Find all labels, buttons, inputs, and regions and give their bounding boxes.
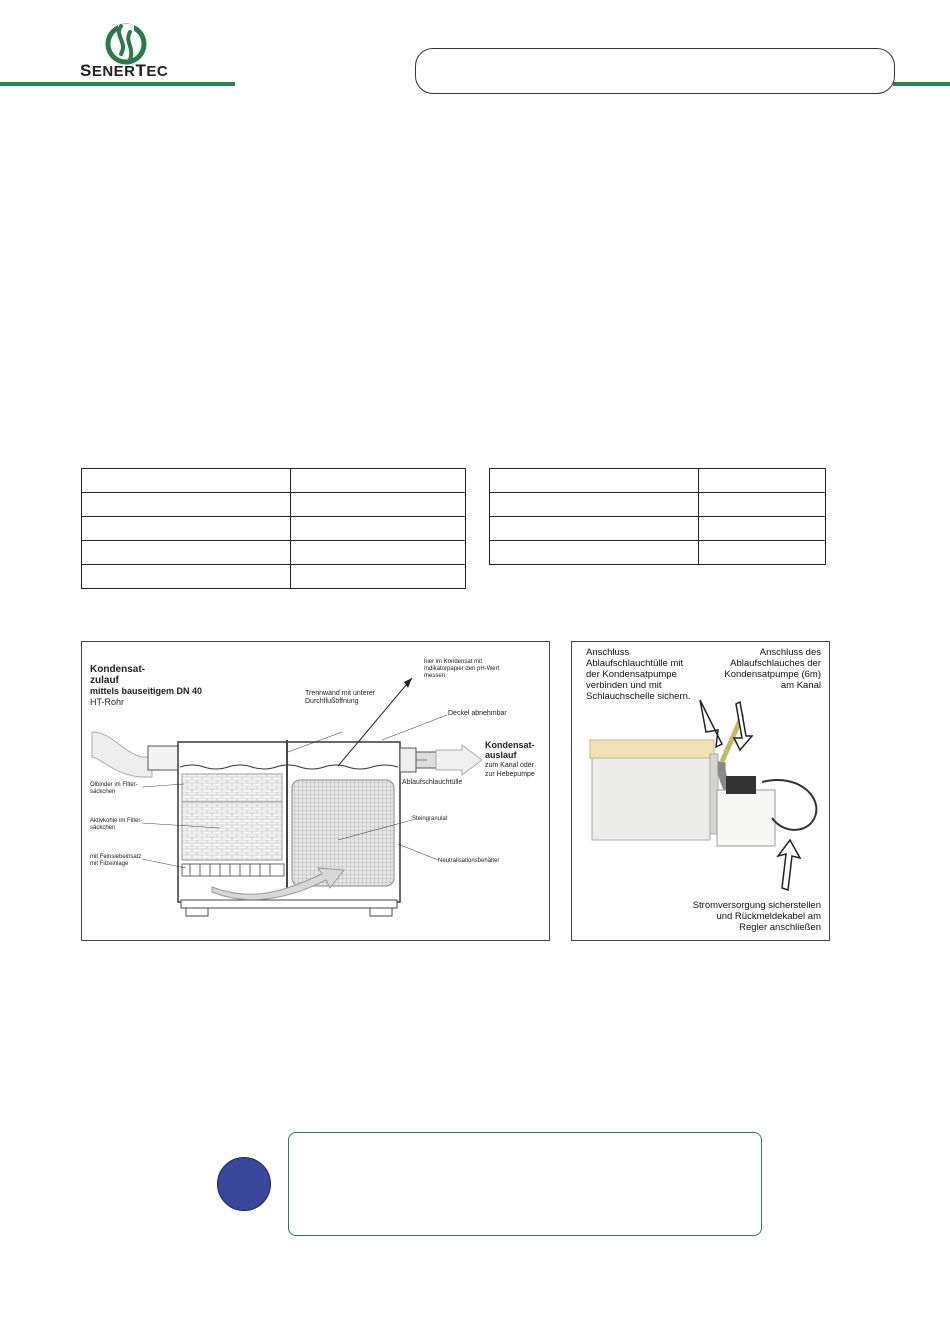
spec-table-right [489, 468, 826, 565]
photo-bottom-label-3: Regler anschließen [739, 922, 821, 933]
inlet-sub: mittels bauseitigem DN 40 [90, 686, 203, 696]
info-icon [217, 1157, 271, 1211]
table-row [490, 541, 826, 565]
carbon-label-1: Aktivkohle im Filter- [90, 818, 143, 824]
ph-note-3: messen [424, 673, 446, 679]
outlet-sub-1: zum Kanal oder [485, 762, 535, 769]
container-label: Neutralisationsbehälter [438, 858, 500, 864]
table-row [82, 493, 466, 517]
carbon-label-2: säckchen [90, 825, 116, 831]
sieve-label-1: mit Feinsiebeinsatz [90, 854, 142, 860]
granulate-label: Steingranulat [412, 816, 448, 822]
outlet-label-2: auslauf [485, 750, 517, 760]
senertec-logo-icon [104, 22, 148, 66]
photo-right-label-2: Ablaufschlauches der [730, 658, 821, 669]
table-row [82, 541, 466, 565]
photo-left-label-3: der Kondensatpumpe [586, 669, 677, 680]
ph-note-1: hier im Kondensat mit [424, 659, 483, 665]
spec-table-left [81, 468, 466, 589]
table-row [82, 565, 466, 589]
pump-installation-photo [571, 641, 830, 941]
brand-name: SENERTEC [80, 61, 169, 80]
table-row [490, 493, 826, 517]
photo-left-label-4: verbinden und mit [586, 680, 662, 691]
inlet-sub-2: HT-Rohr [90, 697, 125, 707]
photo-right-label-4: am Kanal [780, 680, 821, 691]
oil-binder-label-2: säckchen [90, 789, 116, 795]
hose-nozzle-label: Ablaufschlauchtülle [402, 779, 463, 786]
table-row [82, 517, 466, 541]
photo-left-label-2: Ablaufschlauchtülle mit [586, 658, 684, 669]
header-rule-left [0, 82, 235, 86]
photo-left-label-5: Schlauchschelle sichern. [586, 691, 691, 702]
oil-binder-label-1: Ölbinder im Filter- [90, 782, 138, 788]
photo-right-label-1: Anschluss des [759, 647, 821, 658]
photo-right-label-3: Kondensatpumpe (6m) [724, 669, 821, 680]
inlet-label: Kondensat- [90, 664, 145, 675]
ph-note-2: Indikatorpapier den pH-Wert [424, 666, 500, 672]
outlet-label: Kondensat- [485, 740, 535, 750]
photo-bottom-label-1: Stromversorgung sicherstellen [692, 900, 821, 911]
header-rule-right [893, 82, 950, 86]
header-title-box [415, 48, 895, 94]
sieve-label-2: mit Filzeinlage [90, 861, 129, 867]
inlet-label-2: zulauf [90, 675, 119, 686]
info-note-box [288, 1132, 762, 1236]
table-row [490, 517, 826, 541]
outlet-sub-2: zur Hebepumpe [485, 771, 535, 778]
partition-label-1: Trennwand mit unterer [305, 690, 376, 697]
neutralization-diagram [81, 641, 550, 941]
table-row [82, 469, 466, 493]
photo-bottom-label-2: und Rückmeldekabel am [716, 911, 821, 922]
partition-label-2: Durchflußöffnung [305, 698, 359, 705]
table-row [490, 469, 826, 493]
photo-left-label-1: Anschluss [586, 647, 630, 658]
lid-label: Deckel abnehmbar [448, 710, 507, 717]
